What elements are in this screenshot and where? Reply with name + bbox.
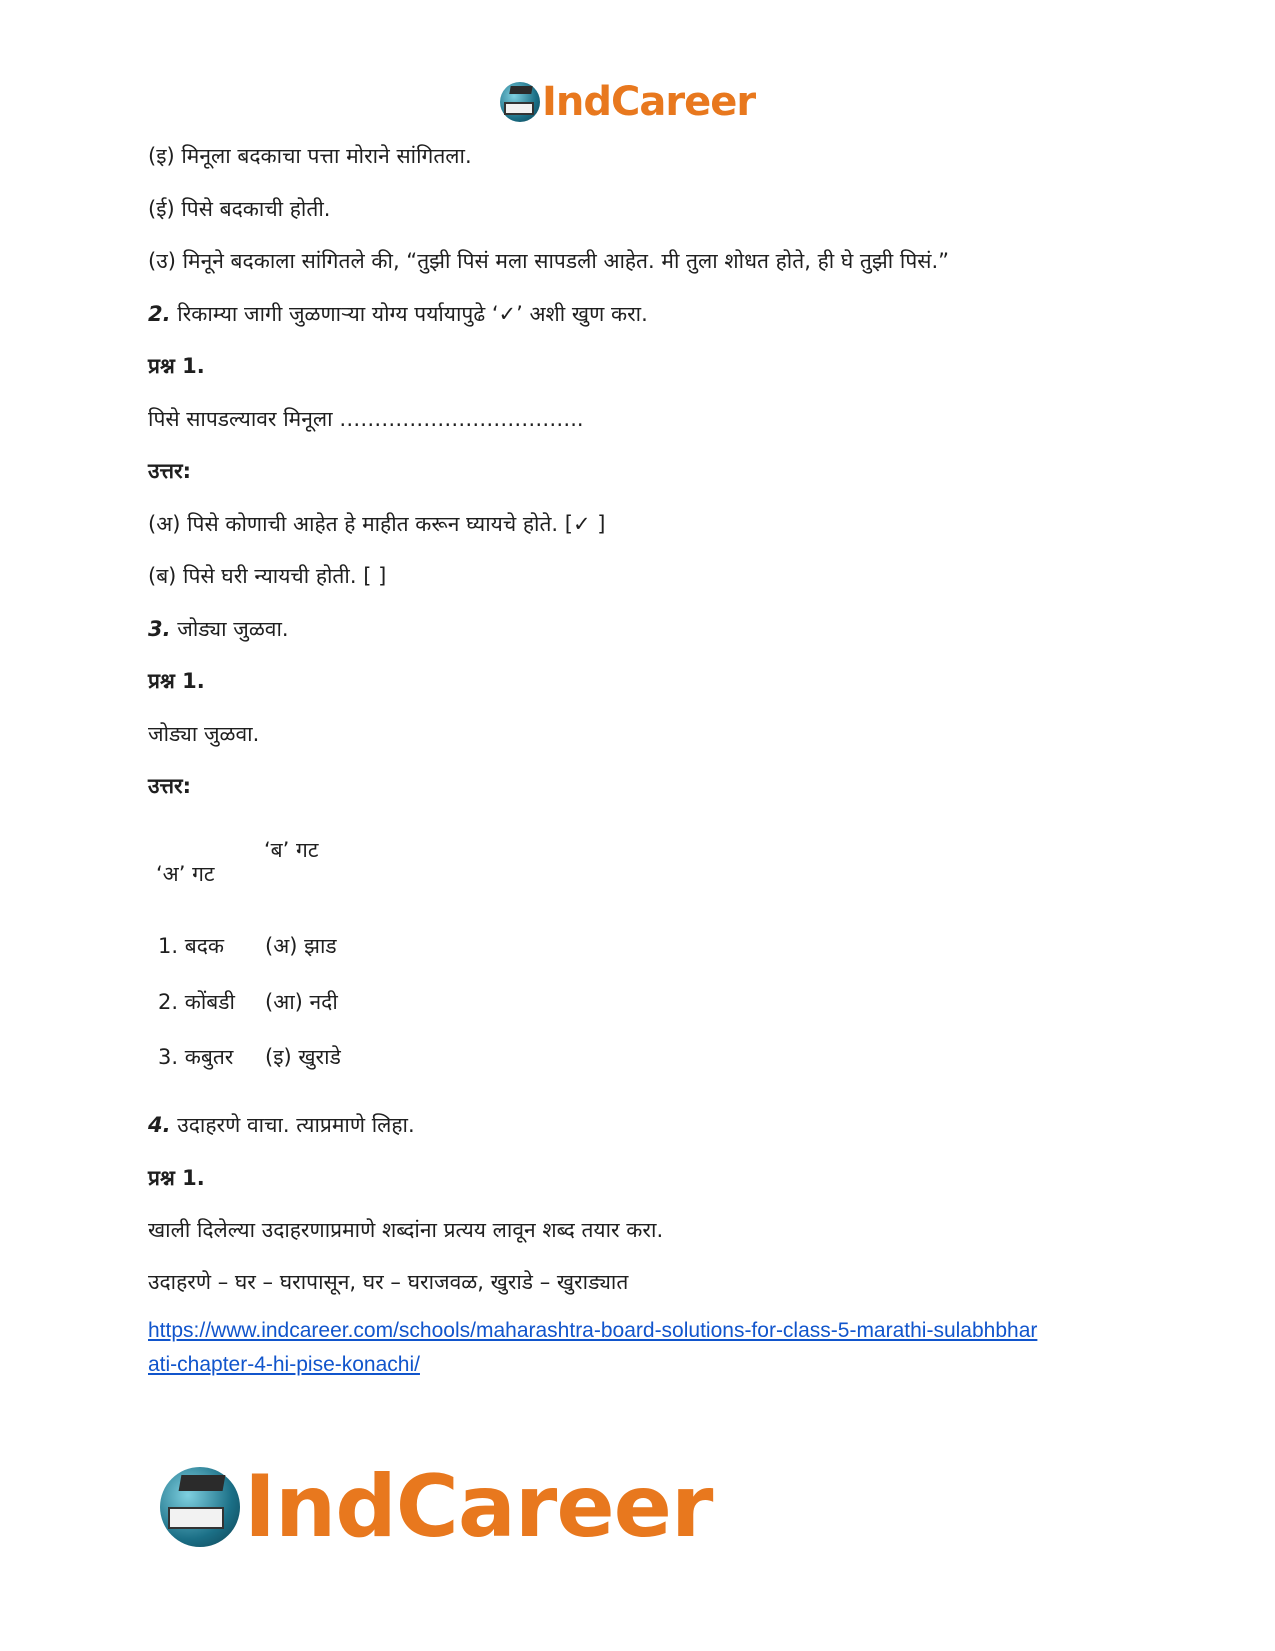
section-number: 2.: [148, 302, 171, 326]
option-b: (ब) पिसे घरी न्यायची होती. [ ]: [148, 564, 387, 588]
table-cell-a: 3. कबुतर: [158, 1045, 234, 1069]
answer-label: उत्तर:: [148, 459, 192, 483]
table-cell-b: (आ) नदी: [265, 990, 338, 1014]
answer-line-u: (उ) मिनूने बदकाला सांगितले की, “तुझी पिसं मला सापडली आहेत. मी तुला शोधत होते, ही घे तुझी पिसं.”: [148, 249, 949, 273]
question-text: खाली दिलेल्या उदाहरणाप्रमाणे शब्दांना प्रत्यय लावून शब्द तयार करा.: [148, 1218, 664, 1242]
section-number: 3.: [148, 617, 171, 641]
section-title: उदाहरणे वाचा. त्याप्रमाणे लिहा.: [170, 1113, 415, 1137]
source-link-line-2[interactable]: ati-chapter-4-hi-pise-konachi/: [148, 1353, 420, 1376]
logo-text: IndCareer: [542, 79, 756, 125]
section-title: जोड्या जुळवा.: [170, 617, 289, 641]
section-4-heading: [148, 1111, 415, 1139]
section-title: रिकाम्या जागी जुळणाऱ्या योग्य पर्यायापुढे ‘✓’ अशी खुण करा.: [170, 302, 648, 326]
question-label: प्रश्न 1.: [148, 1166, 205, 1190]
indcareer-logo-header: [500, 78, 755, 126]
answer-label: उत्तर:: [148, 774, 192, 798]
table-cell-b: (अ) झाड: [265, 934, 337, 958]
table-cell-b: (इ) खुराडे: [265, 1045, 341, 1069]
section-2-heading: [148, 300, 648, 328]
answer-line-ee: (ई) पिसे बदकाची होती.: [148, 197, 331, 221]
answer-line-e: (इ) मिनूला बदकाचा पत्ता मोराने सांगितला.: [148, 144, 472, 168]
example-text: उदाहरणे – घर – घरापासून, घर – घराजवळ, खुराडे – खुराड्यात: [148, 1270, 629, 1294]
option-a: (अ) पिसे कोणाची आहेत हे माहीत करून घ्यायचे होते. [✓ ]: [148, 512, 606, 536]
column-header-a: ‘अ’ गट: [156, 862, 215, 886]
table-cell-a: 2. कोंबडी: [158, 990, 235, 1014]
source-link-line-1[interactable]: https://www.indcareer.com/schools/maharashtra-board-solutions-for-class-5-marathi-sulabhbhar: [148, 1319, 1038, 1342]
question-text: पिसे सापडल्यावर मिनूला ……………………………..: [148, 407, 584, 431]
section-3-heading: [148, 615, 289, 643]
indcareer-logo-footer: [160, 1457, 713, 1557]
logo-text: IndCareer: [244, 1457, 713, 1557]
column-header-b: ‘ब’ गट: [264, 838, 319, 862]
table-cell-a: 1. बदक: [158, 934, 224, 958]
question-label: प्रश्न 1.: [148, 669, 205, 693]
globe-graduation-cap-icon: [160, 1467, 240, 1547]
source-link[interactable]: [148, 1314, 1108, 1382]
question-text: जोड्या जुळवा.: [148, 722, 260, 746]
globe-graduation-cap-icon: [500, 82, 540, 122]
section-number: 4.: [148, 1113, 171, 1137]
question-label: प्रश्न 1.: [148, 354, 205, 378]
